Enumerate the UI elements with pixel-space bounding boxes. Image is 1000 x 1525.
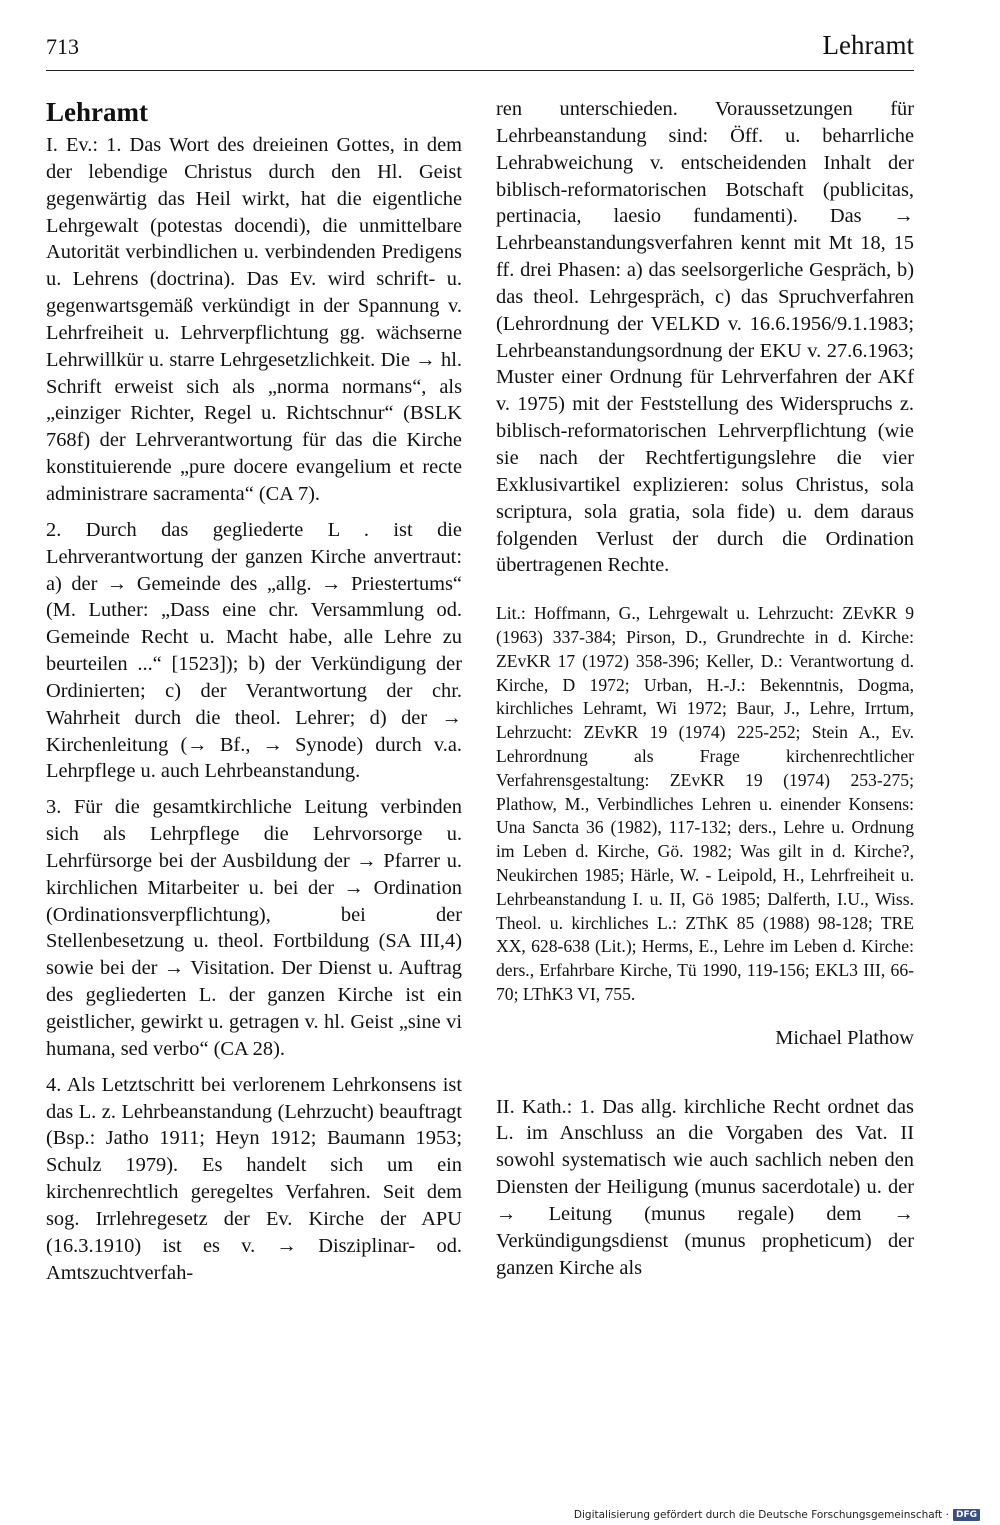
dfg-logo-icon: DFG: [953, 1509, 980, 1521]
paragraph-3: 3. Für die gesamtkirchliche Leitung verbinden sich als Lehrpflege die Lehrvorsorge u. Lehrfürsorge bei der Ausbildung der → Pfarrer u. kirchlichen Mitarbeiter u. bei der → Ordination (Ordinationsverpflichtung), bei der Stellenbesetzung u. theol. Fortbildung (SA III,4) sowie bei der → Visitation. Der Dienst u. Auftrag des gegliederten L. der ganzen Kirche ist ein geistlicher, gewirkt u. getragen v. hl. Geist „sine vi humana, sed verbo“ (CA 28).: [46, 796, 462, 1060]
paragraph-1: I. Ev.: 1. Das Wort des dreieinen Gottes, in dem der lebendige Christus durch den Hl. Geist gegenwärtig das Heil wirkt, hat die eigentliche Lehrgewalt (potestas docendi), die unmittelbare Autorität verbindlichen u. verbindenden Predigens u. Lehrens (doctrina). Das Ev. wird schrift- u. gegenwartsgemäß verkündigt in der Spannung v. Lehrfreiheit u. Lehrverpflichtung gg. wächserne Lehrwillkür u. starre Lehrgesetzlichkeit. Die → hl. Schrift erweist sich als „norma normans“, als „einziger Richter, Regel u. Richtschnur“ (BSLK 768f) der Lehrverantwortung für das die Kirche konstituierende „pure docere evangelium et recte administrare sacramenta“ (CA 7).: [46, 134, 462, 505]
footer-text: Digitalisierung gefördert durch die Deutsche Forschungsgemeinschaft ·: [573, 1509, 949, 1521]
left-column: [46, 95, 462, 1286]
author-name: Michael Plathow: [775, 1026, 914, 1049]
running-header: [46, 30, 914, 71]
running-title: Lehramt: [822, 30, 914, 60]
right-column: [496, 96, 914, 1281]
paragraph-4: 4. Als Letztschritt bei verlorenem Lehrkonsens ist das L. z. Lehrbeanstandung (Lehrzucht) beauftragt (Bsp.: Jatho 1911; Heyn 1912; Baumann 1953; Schulz 1979). Es handelt sich um ein kirchenrechtlich geregeltes Verfahren. Seit dem sog. Irrlehregesetz der Ev. Kirche der APU (16.3.1910) ist es v. → Disziplinar- od. Amtszuchtverfah-: [46, 1073, 462, 1284]
section-2-catholic: II. Kath.: 1. Das allg. kirchliche Recht ordnet das L. im Anschluss an die Vorgaben des Vat. II sowohl systematisch wie auch sachlich neben den Diensten der Heiligung (munus sacerdotale) u. der → Leitung (munus regale) dem → Verkündigungsdienst (munus propheticum) der ganzen Kirche als: [496, 1095, 914, 1279]
paragraph-4-continued: ren unterschieden. Voraussetzungen für Lehrbeanstandung sind: Öff. u. beharrliche Lehrabweichung v. entscheidenden Inhalt der biblisch-reformatorischen Botschaft (publicitas, pertinacia, laesio fundamenti). Das → Lehrbeanstandungsverfahren kennt mit Mt 18, 15 ff. drei Phasen: a) das seelsorgerliche Gespräch, b) das theol. Lehrgespräch, c) das Spruchverfahren (Lehrordnung der VELKD v. 16.6.1956/9.1.1983; Lehrbeanstandungsordnung der EKU v. 27.6.1963; Muster einer Ordnung für Lehrverfahren der AKf v. 1975) mit der Feststellung des Widerspruchs z. biblisch-reformatorischen Lehrverpflichtung (wie sie nach der Rechtfertigungslehre die vier Exklusivartikel explizieren: solus Christus, sola scriptura, sola gratia, sola fide) u. dem daraus folgenden Verlust der durch die Ordination übertragenen Rechte.: [496, 98, 914, 577]
paragraph-2: 2. Durch das gegliederte L . ist die Lehrverantwortung der ganzen Kirche anvertraut: a) der → Gemeinde des „allg. → Priestertums“ (M. Luther: „Dass eine chr. Versammlung od. Gemeinde Recht u. Macht habe, alle Lehre zu beurteilen ...“ [1523]); b) der Verkündigung der Ordinierten; c) der Verantwortung der chr. Wahrheit durch die theol. Lehrer; d) der → Kirchenleitung (→ Bf., → Synode) durch v.a. Lehrpflege u. auch Lehrbeanstandung.: [46, 518, 462, 783]
article-title: Lehramt: [46, 97, 148, 127]
page-number: 713: [46, 34, 79, 59]
digitization-footer: [574, 1509, 980, 1521]
literature-list: Lit.: Hoffmann, G., Lehrgewalt u. Lehrzucht: ZEvKR 9 (1963) 337-384; Pirson, D., Grundrechte in d. Kirche: ZEvKR 17 (1972) 358-396; Keller, D.: Verantwortung d. Kirche, D 1972; Urban, H.-J.: Bekenntnis, Dogma, kirchliches Lehramt, Wi 1972; Baur, J., Lehre, Irrtum, Lehrzucht: ZEvKR 19 (1974) 225-252; Stein A., Ev. Lehrordnung als Frage kirchenrechtlicher Verfahrensgestaltung: ZEvKR 19 (1974) 253-275; Plathow, M., Verbindliches Lehren u. einender Konsens: Una Sancta 36 (1982), 117-132; ders., Lehre u. Ordnung im Leben d. Kirche, Gö. 1982; Was gilt in d. Kirche?, Neukirchen 1985; Härle, W. - Leipold, H., Lehrfreiheit u. Lehrbeanstandung I. u. II, Gö 1985; Dalferth, I.U., Wiss. Theol. u. kirchliches L.: ZThK 85 (1988) 98-128; TRE XX, 628-638 (Lit.); Herms, E., Lehre im Leben d. Kirche: ders., Erfahrbare Kirche, Tü 1990, 119-156; EKL3 III, 66-70; LThK3 VI, 755.: [496, 603, 914, 1004]
